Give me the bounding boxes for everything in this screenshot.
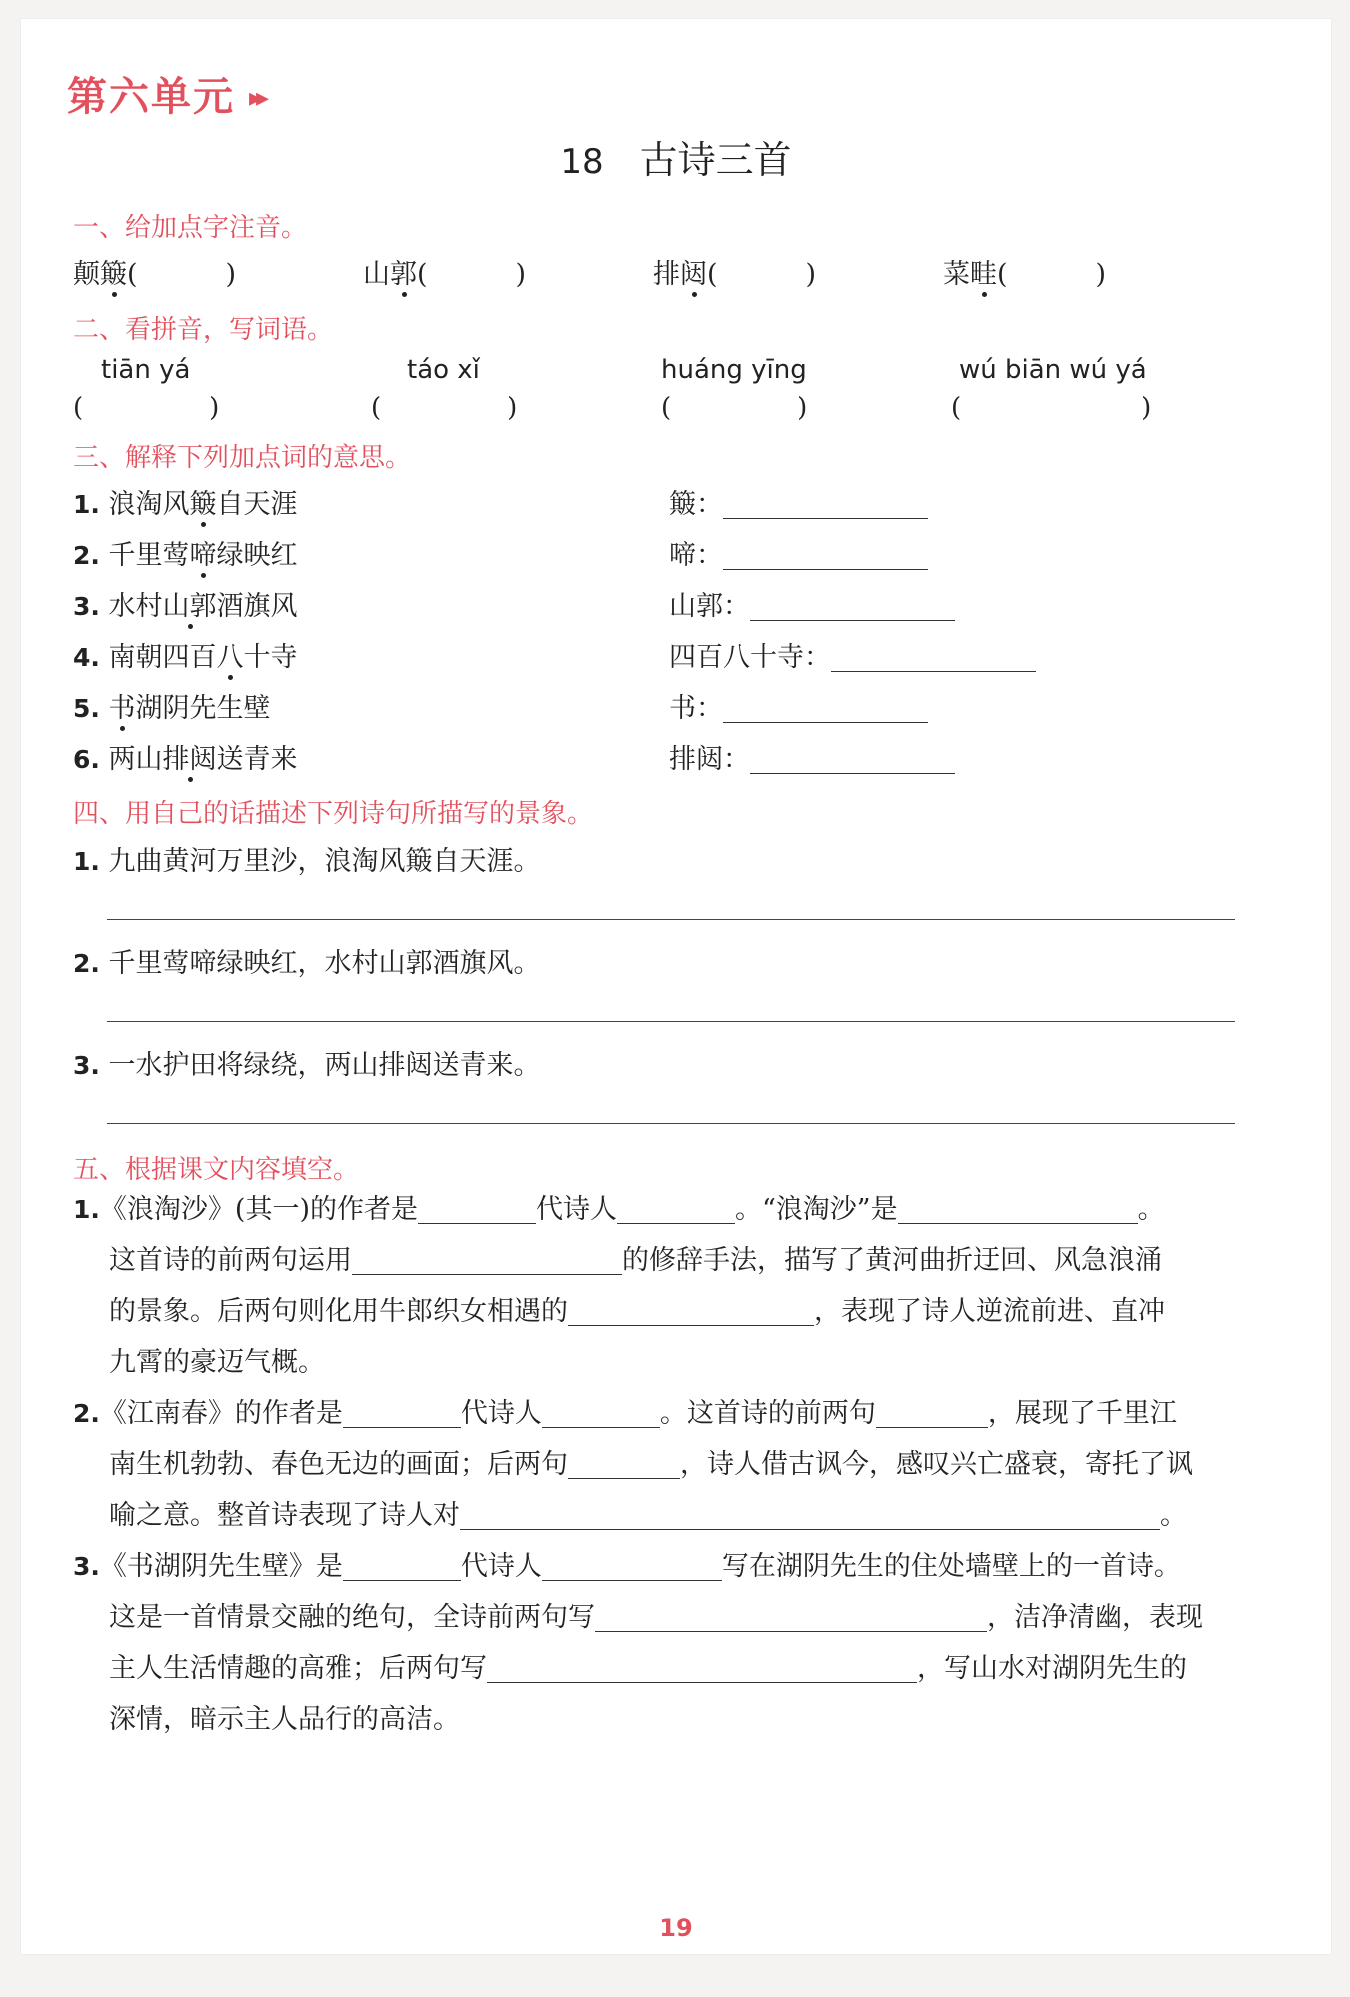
lesson-number: 18 bbox=[560, 142, 604, 182]
describe-item: 1. 九曲黄河万里沙，浪淘风簸自天涯。 bbox=[73, 846, 541, 877]
answer-blank bbox=[723, 490, 928, 519]
answer-blank bbox=[723, 694, 928, 723]
phonetic-item: 山郭( ) bbox=[363, 259, 527, 290]
explain-answer: 书： bbox=[669, 686, 928, 725]
answer-blank bbox=[750, 592, 955, 621]
pinyin-text: huáng yīng bbox=[661, 355, 807, 385]
phonetic-item: 排闼( ) bbox=[653, 259, 817, 290]
unit-label: 第六单元 bbox=[67, 74, 235, 120]
describe-item: 3. 一水护田将绿绕，两山排闼送青来。 bbox=[73, 1050, 541, 1081]
answer-paren: ( ) bbox=[661, 393, 808, 423]
explain-item: 6. 两山排闼送青来 bbox=[73, 744, 298, 775]
dotted-char: 簸 bbox=[100, 259, 127, 290]
page-number: 19 bbox=[659, 1914, 693, 1942]
answer-line bbox=[107, 919, 1235, 920]
dotted-char: 郭 bbox=[390, 259, 417, 290]
answer-paren: ( ) bbox=[951, 393, 1152, 423]
answer-paren: ( ) bbox=[371, 393, 518, 423]
explain-item: 5. 书湖阴先生壁 bbox=[73, 693, 271, 724]
dotted-char: 畦 bbox=[970, 259, 997, 290]
explain-answer: 排闼： bbox=[669, 737, 955, 776]
lesson-name: 古诗三首 bbox=[639, 138, 792, 182]
describe-item: 2. 千里莺啼绿映红，水村山郭酒旗风。 bbox=[73, 948, 541, 979]
explain-answer: 啼： bbox=[669, 533, 928, 572]
unit-header bbox=[67, 65, 263, 122]
pinyin-text: wú biān wú yá bbox=[959, 355, 1147, 385]
phonetic-item: 颠簸( ) bbox=[73, 259, 237, 290]
section-4-heading: 四、用自己的话描述下列诗句所描写的景象。 bbox=[73, 799, 594, 829]
fill-paragraph-3: 3.《书湖阴先生壁》是 代诗人 写在湖阴先生的住处墙壁上的一首诗。 这是一首情景交融的绝句，全诗前两句写 ，洁净清幽，表现 主人生活情趣的高雅；后两句写 ，写山水对湖阴先生的 深情，暗示主人品行的高洁。 bbox=[73, 1551, 1203, 1735]
answer-line bbox=[107, 1123, 1235, 1124]
explain-item: 3. 水村山郭酒旗风 bbox=[73, 591, 298, 622]
answer-blank bbox=[723, 541, 928, 570]
answer-blank bbox=[750, 745, 955, 774]
section-1-heading: 一、给加点字注音。 bbox=[73, 213, 308, 243]
close-paren: ) bbox=[225, 259, 237, 290]
section-5-heading: 五、根据课文内容填空。 bbox=[73, 1155, 360, 1185]
explain-item: 2. 千里莺啼绿映红 bbox=[73, 540, 298, 571]
fill-paragraph-2: 2.《江南春》的作者是 代诗人 。这首诗的前两句 ，展现了千里江 南生机勃勃、春色无边的画面；后两句 ，诗人借古讽今，感叹兴亡盛衰，寄托了讽 喻之意。整首诗表现了诗人对 。 bbox=[73, 1398, 1193, 1531]
double-arrow-icon: ▸▸ bbox=[249, 83, 264, 113]
explain-answer: 山郭： bbox=[669, 584, 955, 623]
section-2-heading: 二、看拼音，写词语。 bbox=[73, 315, 334, 345]
dotted-char: 闼 bbox=[680, 259, 707, 290]
lesson-title bbox=[21, 129, 1331, 184]
answer-line bbox=[107, 1021, 1235, 1022]
explain-item: 4. 南朝四百八十寺 bbox=[73, 642, 298, 673]
explain-answer: 簸： bbox=[669, 482, 928, 521]
worksheet-page bbox=[20, 18, 1332, 1955]
pinyin-text: tiān yá bbox=[101, 355, 191, 385]
answer-paren: ( ) bbox=[73, 393, 220, 423]
fill-paragraph-1: 1.《浪淘沙》(其一)的作者是 代诗人 。“浪淘沙”是 。 这首诗的前两句运用 的修辞手法，描写了黄河曲折迂回、风急浪涌 的景象。后两句则化用牛郎织女相遇的 ，表现了诗人逆流前进、直冲 九霄的豪迈气概。 bbox=[73, 1194, 1165, 1378]
section-3-heading: 三、解释下列加点词的意思。 bbox=[73, 443, 412, 473]
pinyin-text: táo xǐ bbox=[407, 355, 480, 385]
phonetic-item: 菜畦( ) bbox=[943, 259, 1107, 290]
answer-blank bbox=[831, 643, 1036, 672]
explain-answer: 四百八十寺： bbox=[669, 635, 1036, 674]
explain-item: 1. 浪淘风簸自天涯 bbox=[73, 489, 298, 520]
